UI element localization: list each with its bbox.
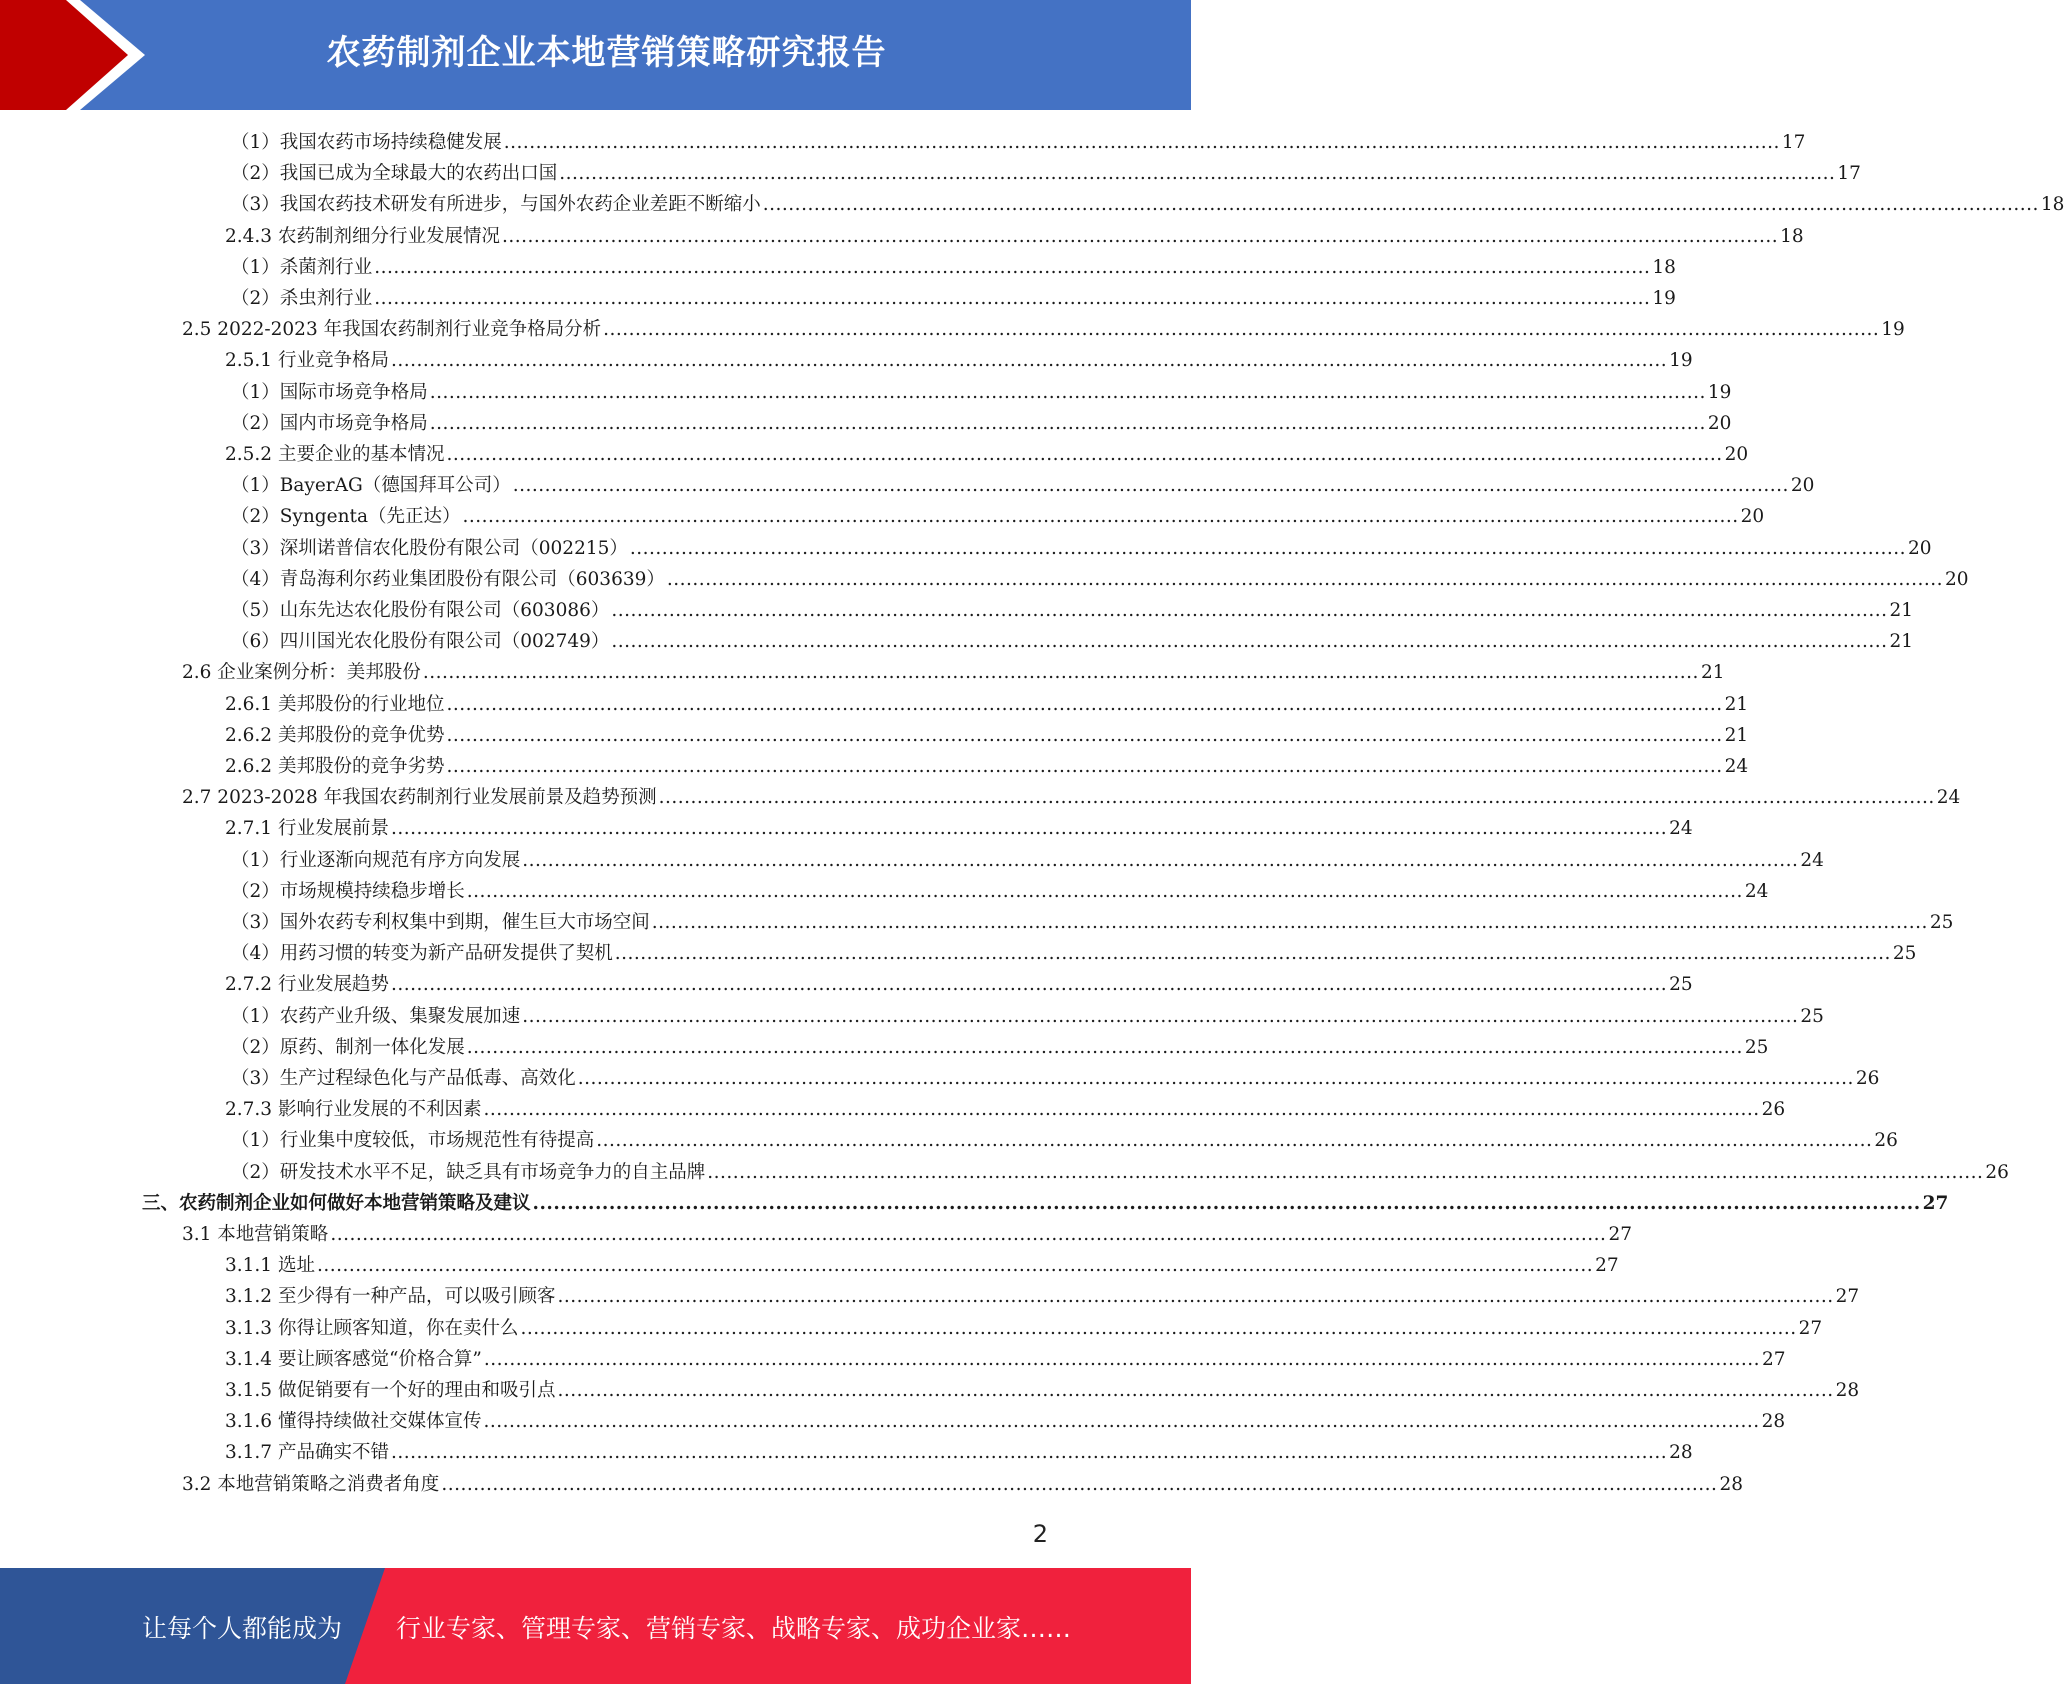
page-header: [0, 0, 1191, 110]
toc-dot-leader: ........................................................................................................................................................................................................: [501, 225, 1779, 247]
toc-entry-title: 3.1.4 要让顾客感觉“价格合算”: [225, 1348, 482, 1370]
toc-dot-leader: ........................................................................................................................................................................................................: [483, 1411, 1760, 1433]
toc-entry-title: （1）BayerAG（德国拜耳公司）: [231, 475, 511, 497]
toc-dot-leader: ........................................................................................................................................................................................................: [466, 1036, 1743, 1058]
toc-entry-title: （3）生产过程绿色化与产品低毒、高效化: [231, 1068, 576, 1089]
toc-entry[interactable]: [231, 626, 1914, 657]
toc-entry[interactable]: [225, 1313, 1823, 1344]
toc-entry-page: 18: [2040, 194, 2064, 216]
toc-entry-page: 19: [1881, 319, 1905, 341]
toc-dot-leader: ........................................................................................................................................................................................................: [629, 537, 1907, 559]
toc-dot-leader: ........................................................................................................................................................................................................: [762, 194, 2039, 216]
toc-entry-title: 3.2 本地营销策略之消费者角度: [182, 1473, 440, 1495]
toc-dot-leader: ........................................................................................................................................................................................................: [611, 600, 1888, 621]
toc-entry-title: （2）研发技术水平不足，缺乏具有市场竞争力的自主品牌: [231, 1161, 706, 1183]
toc-entry[interactable]: [225, 813, 1693, 844]
toc-entry-page: 28: [1669, 1442, 1693, 1464]
toc-entry[interactable]: [225, 221, 1804, 252]
toc-entry-page: 25: [1929, 912, 1954, 933]
toc-entry-title: 2.6 企业案例分析：美邦股份: [182, 662, 421, 684]
toc-entry-title: 3.1 本地营销策略: [182, 1224, 329, 1245]
toc-dot-leader: ........................................................................................................................................................................................................: [614, 943, 1891, 965]
toc-entry[interactable]: [225, 1344, 1786, 1375]
toc-entry-title: 2.7.3 影响行业发展的不利因素: [225, 1099, 482, 1121]
toc-entry-title: （3）国外农药专利权集中到期，催生巨大市场空间: [231, 912, 650, 933]
toc-entry[interactable]: [225, 720, 1749, 751]
toc-entry-page: 28: [1761, 1411, 1786, 1433]
toc-entry[interactable]: [231, 377, 1732, 408]
toc-entry-title: 2.5.1 行业竞争格局: [225, 350, 389, 372]
toc-entry[interactable]: [231, 501, 1765, 532]
toc-entry[interactable]: [182, 782, 1961, 813]
page-number: 2: [1032, 1520, 1048, 1548]
toc-entry-page: 25: [1744, 1036, 1769, 1058]
toc-dot-leader: ........................................................................................................................................................................................................: [462, 506, 1739, 528]
toc-entry[interactable]: [225, 345, 1693, 376]
toc-entry-page: 27: [1762, 1348, 1786, 1370]
toc-entry-title: （2）市场规模持续稳步增长: [231, 880, 465, 902]
toc-entry-title: （3）我国农药技术研发有所进步，与国外农药企业差距不断缩小: [231, 194, 761, 216]
toc-entry[interactable]: [225, 1406, 1786, 1437]
toc-entry-page: 21: [1889, 600, 1914, 621]
toc-entry-title: 3.1.5 做促销要有一个好的理由和吸引点: [225, 1380, 556, 1401]
toc-entry[interactable]: [225, 969, 1693, 1000]
toc-dot-leader: ........................................................................................................................................................................................................: [557, 1286, 1834, 1308]
toc-dot-leader: ........................................................................................................................................................................................................: [658, 787, 1935, 809]
toc-entry[interactable]: [231, 408, 1732, 439]
toc-entry-title: （4）青岛海利尔药业集团股份有限公司（603639）: [231, 568, 665, 590]
toc-entry-page: 17: [1837, 163, 1861, 185]
toc-entry[interactable]: [231, 1125, 1898, 1156]
toc-entry[interactable]: [231, 158, 1861, 189]
toc-entry-page: 26: [1874, 1130, 1898, 1152]
toc-entry-title: 2.5.2 主要企业的基本情况: [225, 444, 445, 465]
toc-dot-leader: ........................................................................................................................................................................................................: [316, 1255, 1594, 1277]
toc-entry-title: 2.6.2 美邦股份的竞争劣势: [225, 756, 445, 777]
toc-entry-page: 20: [1724, 444, 1749, 465]
toc-entry-page: 19: [1669, 350, 1693, 372]
toc-entry-title: （2）国内市场竞争格局: [231, 412, 428, 434]
toc-entry[interactable]: [182, 314, 1905, 345]
toc-entry-title: 3.1.3 你得让顾客知道，你在卖什么: [225, 1317, 519, 1339]
toc-dot-leader: ........................................................................................................................................................................................................: [390, 1442, 1668, 1464]
toc-entry-page: 26: [1761, 1099, 1786, 1121]
toc-entry[interactable]: [231, 938, 1917, 969]
toc-entry-title: （1）杀菌剂行业: [231, 256, 373, 278]
toc-entry-page: 27: [1595, 1255, 1619, 1277]
toc-entry-page: 24: [1744, 880, 1769, 902]
toc-dot-leader: ........................................................................................................................................................................................................: [666, 568, 1944, 590]
toc-dot-leader: ........................................................................................................................................................................................................: [707, 1161, 1984, 1183]
toc-dot-leader: ........................................................................................................................................................................................................: [557, 1380, 1834, 1401]
toc-dot-leader: ........................................................................................................................................................................................................: [603, 319, 1880, 341]
toc-dot-leader: ........................................................................................................................................................................................................: [520, 1317, 1797, 1339]
toc-entry[interactable]: [142, 1188, 1949, 1219]
toc-entry[interactable]: [231, 595, 1914, 626]
toc-entry[interactable]: [231, 876, 1769, 907]
toc-dot-leader: ........................................................................................................................................................................................................: [483, 1348, 1760, 1370]
toc-dot-leader: ........................................................................................................................................................................................................: [577, 1068, 1854, 1089]
toc-entry-title: （2）原药、制剂一体化发展: [231, 1036, 465, 1058]
toc-entry-page: 27: [1922, 1192, 1949, 1214]
toc-entry-page: 25: [1892, 943, 1917, 965]
toc-entry[interactable]: [182, 1219, 1632, 1250]
toc-entry[interactable]: [225, 1437, 1693, 1468]
toc-entry[interactable]: [231, 1063, 1880, 1094]
toc-dot-leader: ........................................................................................................................................................................................................: [390, 974, 1668, 996]
toc-entry-title: 2.5 2022-2023 年我国农药制剂行业竞争格局分析: [182, 319, 602, 341]
toc-entry-page: 28: [1835, 1380, 1860, 1401]
toc-dot-leader: ........................................................................................................................................................................................................: [390, 350, 1668, 372]
footer-slogan: 让每个人都能成为: [142, 1614, 343, 1643]
toc-entry[interactable]: [231, 845, 1824, 876]
toc-entry[interactable]: [225, 439, 1749, 470]
toc-dot-leader: ........................................................................................................................................................................................................: [374, 256, 1651, 278]
footer-roles: 行业专家、管理专家、营销专家、战略专家、成功企业家……: [396, 1614, 1072, 1643]
toc-entry[interactable]: [225, 1094, 1786, 1125]
toc-entry-title: （1）行业逐渐向规范有序方向发展: [231, 849, 521, 871]
toc-entry-page: 19: [1652, 288, 1676, 309]
toc-entry-page: 25: [1800, 1005, 1824, 1027]
toc-entry-title: （1）国际市场竞争格局: [231, 381, 428, 403]
toc-entry-page: 21: [1889, 631, 1914, 653]
toc-entry[interactable]: [182, 1469, 1743, 1500]
toc-entry-page: 20: [1945, 568, 1969, 590]
toc-entry-title: （1）农药产业升级、集聚发展加速: [231, 1005, 521, 1027]
toc-entry-title: 2.7 2023-2028 年我国农药制剂行业发展前景及趋势预测: [182, 787, 657, 809]
toc-dot-leader: ........................................................................................................................................................................................................: [559, 163, 1836, 185]
toc-entry-page: 20: [1740, 506, 1765, 528]
toc-entry[interactable]: [231, 1001, 1824, 1032]
document-title: 农药制剂企业本地营销策略研究报告: [326, 33, 887, 73]
toc-dot-leader: ........................................................................................................................................................................................................: [429, 381, 1706, 403]
toc-entry-title: 2.6.1 美邦股份的行业地位: [225, 693, 445, 715]
toc-entry-page: 25: [1669, 974, 1693, 996]
toc-entry-title: 2.7.1 行业发展前景: [225, 818, 389, 840]
toc-entry-title: （1）行业集中度较低，市场规范性有待提高: [231, 1130, 595, 1152]
toc-entry-page: 19: [1707, 381, 1732, 403]
toc-entry-page: 27: [1608, 1224, 1632, 1245]
toc-entry-title: 3.1.6 懂得持续做社交媒体宣传: [225, 1411, 482, 1433]
toc-entry-page: 27: [1798, 1317, 1823, 1339]
toc-entry-title: 3.1.2 至少得有一种产品，可以吸引顾客: [225, 1286, 556, 1308]
toc-entry-page: 24: [1724, 756, 1749, 777]
toc-dot-leader: ........................................................................................................................................................................................................: [446, 444, 1723, 465]
toc-entry[interactable]: [231, 127, 1806, 158]
toc-entry-page: 21: [1724, 693, 1749, 715]
toc-entry[interactable]: [225, 1250, 1619, 1281]
toc-entry-title: （1）我国农药市场持续稳健发展: [231, 132, 502, 153]
toc-entry-page: 27: [1835, 1286, 1860, 1308]
toc-entry[interactable]: [225, 751, 1749, 782]
toc-entry-page: 26: [1985, 1161, 2009, 1183]
page-footer: [0, 1568, 1191, 1684]
toc-entry-page: 24: [1669, 818, 1693, 840]
toc-dot-leader: ........................................................................................................................................................................................................: [466, 880, 1743, 902]
toc-entry-title: 2.4.3 农药制剂细分行业发展情况: [225, 225, 500, 247]
toc-entry-page: 24: [1800, 849, 1824, 871]
toc-entry-title: 3.1.1 选址: [225, 1255, 315, 1277]
toc-entry-title: （2）我国已成为全球最大的农药出口国: [231, 163, 558, 185]
toc-dot-leader: ........................................................................................................................................................................................................: [446, 693, 1723, 715]
toc-entry-page: 21: [1700, 662, 1725, 684]
toc-entry-title: 2.6.2 美邦股份的竞争优势: [225, 724, 445, 746]
toc-entry-page: 20: [1790, 475, 1815, 497]
toc-entry-page: 26: [1855, 1068, 1880, 1089]
toc-entry-page: 20: [1707, 412, 1732, 434]
toc-entry-title: 三、农药制剂企业如何做好本地营销策略及建议: [142, 1192, 531, 1214]
toc-entry-page: 18: [1780, 225, 1804, 247]
toc-entry[interactable]: [231, 533, 1932, 564]
toc-entry-title: （2）Syngenta（先正达）: [231, 506, 461, 528]
toc-entry[interactable]: [231, 1032, 1769, 1063]
toc-entry-page: 17: [1781, 132, 1806, 153]
toc-entry[interactable]: [231, 1157, 2009, 1188]
toc-entry[interactable]: [231, 252, 1676, 283]
toc-entry[interactable]: [231, 189, 2064, 220]
toc-entry[interactable]: [225, 689, 1749, 720]
toc-dot-leader: ........................................................................................................................................................................................................: [374, 288, 1651, 309]
toc-dot-leader: ........................................................................................................................................................................................................: [330, 1224, 1607, 1245]
toc-entry[interactable]: [231, 283, 1676, 314]
toc-dot-leader: ........................................................................................................................................................................................................: [532, 1192, 1921, 1214]
toc-entry[interactable]: [225, 1281, 1860, 1312]
toc-entry[interactable]: [182, 657, 1725, 688]
toc-entry-page: 20: [1908, 537, 1932, 559]
toc-entry-page: 21: [1724, 724, 1749, 746]
toc-dot-leader: ........................................................................................................................................................................................................: [446, 756, 1723, 777]
toc-dot-leader: ........................................................................................................................................................................................................: [441, 1473, 1718, 1495]
toc-entry-title: 3.1.7 产品确实不错: [225, 1442, 389, 1464]
toc-entry[interactable]: [231, 907, 1954, 938]
toc-entry[interactable]: [231, 470, 1815, 501]
toc-entry-title: （6）四川国光农化股份有限公司（002749）: [231, 631, 610, 653]
toc-entry-title: （4）用药习惯的转变为新产品研发提供了契机: [231, 943, 613, 965]
toc-entry-page: 18: [1652, 256, 1676, 278]
toc-dot-leader: ........................................................................................................................................................................................................: [503, 132, 1780, 153]
toc-dot-leader: ........................................................................................................................................................................................................: [522, 1005, 1799, 1027]
toc-entry-title: （2）杀虫剂行业: [231, 288, 373, 309]
toc-dot-leader: ........................................................................................................................................................................................................: [483, 1099, 1760, 1121]
toc-entry-title: 2.7.2 行业发展趋势: [225, 974, 389, 996]
toc-dot-leader: ........................................................................................................................................................................................................: [429, 412, 1706, 434]
toc-dot-leader: ........................................................................................................................................................................................................: [596, 1130, 1873, 1152]
toc-dot-leader: ........................................................................................................................................................................................................: [422, 662, 1699, 684]
toc-dot-leader: ........................................................................................................................................................................................................: [390, 818, 1668, 840]
toc-entry[interactable]: [225, 1375, 1860, 1406]
toc-entry-page: 28: [1719, 1473, 1743, 1495]
toc-entry-page: 24: [1936, 787, 1961, 809]
toc-entry-title: （5）山东先达农化股份有限公司（603086）: [231, 600, 610, 621]
toc-dot-leader: ........................................................................................................................................................................................................: [512, 475, 1789, 497]
toc-dot-leader: ........................................................................................................................................................................................................: [446, 724, 1723, 746]
toc-dot-leader: ........................................................................................................................................................................................................: [611, 631, 1888, 653]
toc-dot-leader: ........................................................................................................................................................................................................: [651, 912, 1928, 933]
toc-dot-leader: ........................................................................................................................................................................................................: [522, 849, 1799, 871]
toc-entry[interactable]: [231, 564, 1969, 595]
toc-entry-title: （3）深圳诺普信农化股份有限公司（002215）: [231, 537, 628, 559]
